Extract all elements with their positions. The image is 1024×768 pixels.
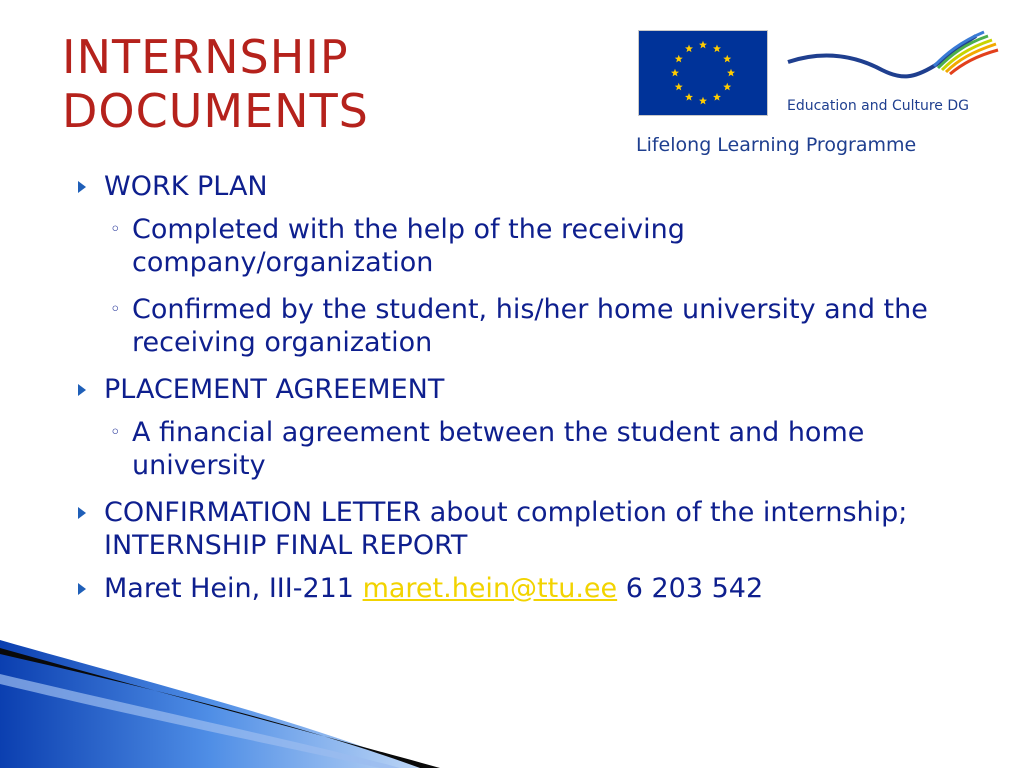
eu-star-icon <box>675 83 683 91</box>
contact-phone: 6 203 542 <box>617 573 764 604</box>
programme-label: Lifelong Learning Programme <box>636 134 917 156</box>
eu-star-icon <box>675 55 683 63</box>
lifelong-learning-logo <box>634 26 1000 168</box>
eu-star-icon <box>699 41 707 49</box>
eu-star-icon <box>723 83 731 91</box>
subitem-text: Completed with the help of the receiving company/organization <box>132 214 685 278</box>
bullet-list <box>70 170 970 615</box>
swoosh-icon <box>784 26 1000 96</box>
circle-bullet-icon: ◦ <box>110 299 121 320</box>
eu-star-icon <box>713 93 721 101</box>
circle-bullet-icon: ◦ <box>110 219 121 240</box>
title-line-2: DOCUMENTS <box>62 84 369 138</box>
eu-star-icon <box>723 55 731 63</box>
item-text: CONFIRMATION LETTER about completion of the internship; INTERNSHIP FINAL REPORT <box>104 497 908 561</box>
list-item <box>70 170 970 203</box>
eu-star-icon <box>671 69 679 77</box>
item-text: PLACEMENT AGREEMENT <box>104 374 445 405</box>
email-link[interactable]: maret.hein@ttu.ee <box>362 573 618 604</box>
eu-star-icon <box>685 93 693 101</box>
eu-star-icon <box>713 45 721 53</box>
list-item <box>70 496 970 562</box>
triangle-bullet-icon <box>78 583 86 595</box>
triangle-bullet-icon <box>78 181 86 193</box>
sub-list-item <box>70 213 970 279</box>
item-text: WORK PLAN <box>104 171 268 202</box>
dg-label: Education and Culture DG <box>787 98 969 114</box>
triangle-bullet-icon <box>78 384 86 396</box>
triangle-bullet-icon <box>78 507 86 519</box>
circle-bullet-icon: ◦ <box>110 422 121 443</box>
title-line-1: INTERNSHIP <box>62 30 349 84</box>
subitem-text: Confirmed by the student, his/her home university and the receiving organization <box>132 294 928 358</box>
sub-list-item <box>70 416 970 482</box>
list-item <box>70 373 970 406</box>
slide-title <box>62 30 369 138</box>
contact-name-room: Maret Hein, III-211 <box>104 573 363 604</box>
eu-flag-icon <box>638 30 768 116</box>
eu-star-icon <box>727 69 735 77</box>
eu-star-icon <box>699 97 707 105</box>
subitem-text: A financial agreement between the student and home university <box>132 417 865 481</box>
contact-item <box>70 572 970 605</box>
decorative-wave <box>0 640 560 768</box>
sub-list-item <box>70 293 970 359</box>
eu-star-icon <box>685 45 693 53</box>
